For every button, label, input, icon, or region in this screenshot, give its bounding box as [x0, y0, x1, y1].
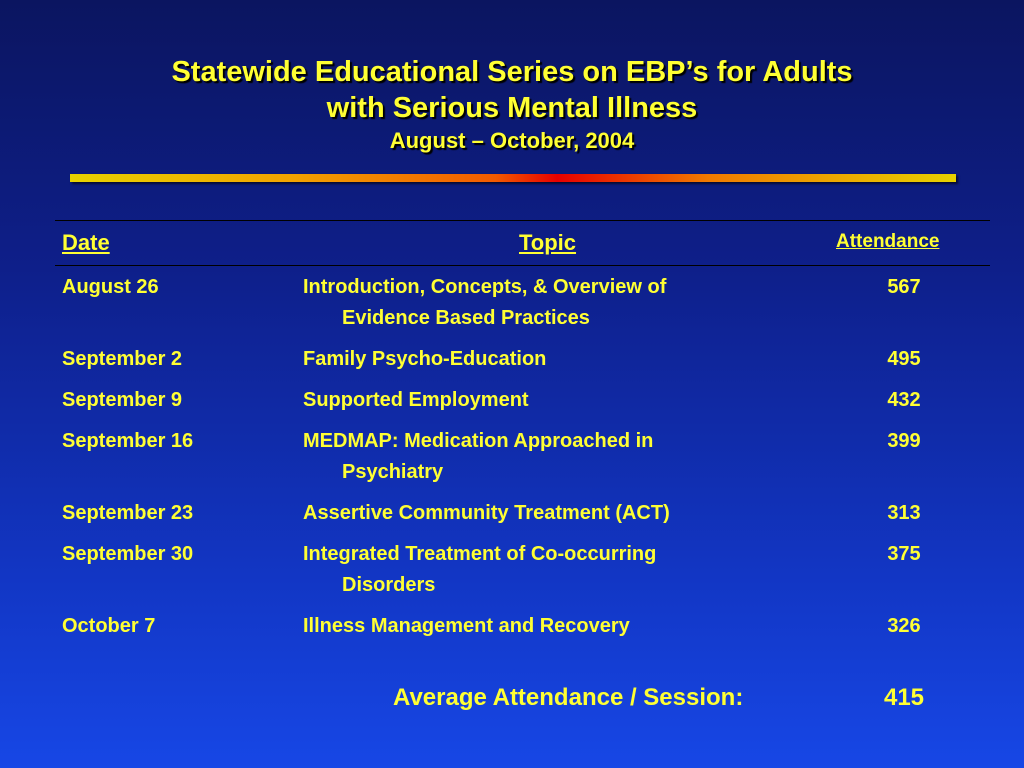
column-header-topic: Topic [519, 230, 577, 255]
row-attendance: 567 [887, 276, 921, 298]
row-topic [303, 344, 803, 375]
average-attendance-label: Average Attendance / Session: [393, 684, 744, 711]
title-line-1: Statewide Educational Series on EBP’s for Adults [171, 56, 853, 88]
row-attendance: 432 [887, 389, 921, 411]
slide-title [0, 54, 1024, 156]
table-header-rule [55, 265, 990, 266]
row-date: August 26 [62, 276, 159, 298]
row-date: September 2 [62, 348, 183, 370]
row-date: September 23 [62, 502, 194, 524]
row-topic-text: Introduction, Concepts, & Overview of [303, 276, 667, 298]
slide-subtitle: August – October, 2004 [389, 128, 635, 153]
row-topic [303, 426, 803, 488]
row-date: September 9 [62, 389, 183, 411]
column-header-attendance: Attendance [836, 231, 940, 252]
row-topic-continuation: Evidence Based Practices [342, 307, 590, 329]
row-date: September 30 [62, 543, 194, 565]
row-date: September 16 [62, 430, 194, 452]
row-topic-text: Family Psycho-Education [303, 348, 547, 370]
row-topic-text: Supported Employment [303, 389, 529, 411]
row-attendance: 495 [887, 348, 921, 370]
title-divider [70, 174, 956, 182]
row-topic-text: Illness Management and Recovery [303, 615, 630, 637]
row-topic-continuation: Disorders [342, 574, 436, 596]
row-topic [303, 385, 803, 416]
average-attendance-value: 415 [883, 684, 925, 711]
table-top-rule [55, 220, 990, 221]
row-attendance: 375 [887, 543, 921, 565]
row-attendance: 399 [887, 430, 921, 452]
title-line-2: with Serious Mental Illness [326, 92, 698, 124]
row-topic [303, 611, 803, 642]
row-topic-text: Assertive Community Treatment (ACT) [303, 502, 670, 524]
row-attendance: 326 [887, 615, 921, 637]
row-attendance: 313 [887, 502, 921, 524]
column-header-date: Date [62, 230, 110, 255]
row-topic [303, 539, 803, 601]
row-topic-continuation: Psychiatry [342, 461, 444, 483]
row-topic [303, 272, 803, 334]
row-topic [303, 498, 803, 529]
row-date: October 7 [62, 615, 156, 637]
row-topic-text: Integrated Treatment of Co-occurring [303, 543, 657, 565]
row-topic-text: MEDMAP: Medication Approached in [303, 430, 654, 452]
